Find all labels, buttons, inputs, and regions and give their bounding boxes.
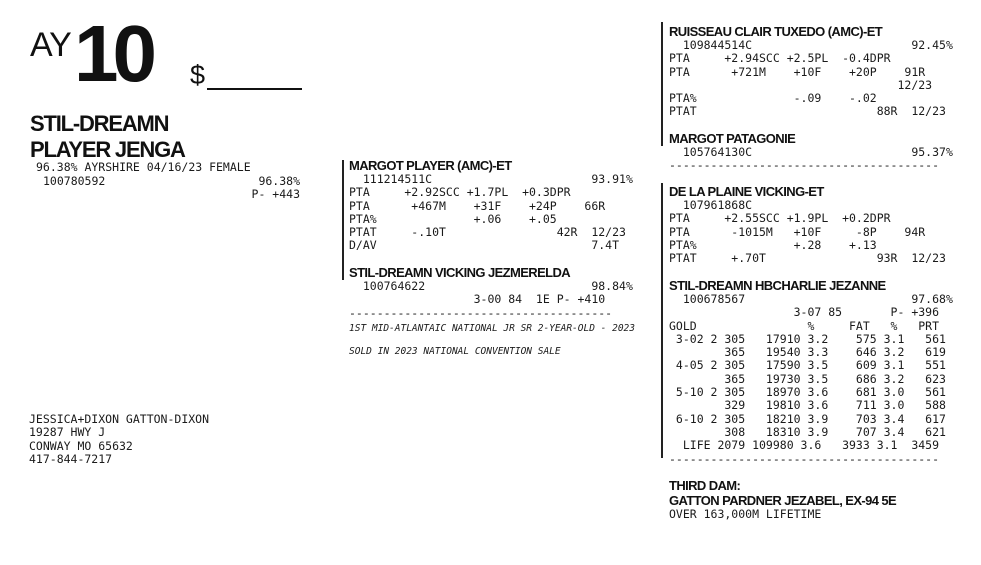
- sire-dam-rule: ---------------------------------------: [669, 158, 940, 173]
- production-header: GOLD % FAT % PRT: [669, 318, 940, 333]
- dam-sire-line: PTAT +.70T 93R 12/23: [669, 251, 946, 266]
- animal-info: 96.38% AYRSHIRE 04/16/23 FEMALE: [36, 160, 251, 174]
- sire-sire-line: 12/23: [669, 77, 933, 92]
- sire-line: PTA% +.06 +.05: [349, 211, 557, 226]
- sire-sire-name: RUISSEAU CLAIR TUXEDO (AMC)-ET: [669, 24, 883, 39]
- dam-sire-line: PTA +2.55SCC +1.9PL +0.2DPR: [669, 211, 891, 226]
- sire-dam-name: MARGOT PATAGONIE: [669, 131, 796, 146]
- production-row: 365 19540 3.3 646 3.2 619: [669, 345, 946, 360]
- animal-pct: 96.38%: [258, 174, 300, 188]
- production-row: 5-10 2 305 18970 3.6 681 3.0 561: [669, 385, 946, 400]
- animal-name: [30, 111, 185, 163]
- third-dam-note: OVER 163,000M LIFETIME: [669, 507, 822, 521]
- dam-dam-line: 100678567 97.68%: [669, 292, 953, 306]
- production-row: 6-10 2 305 18210 3.9 703 3.4 617: [669, 411, 946, 426]
- third-dam-label: THIRD DAM:: [669, 478, 741, 493]
- sire-dam-block: [669, 131, 953, 173]
- pedigree-bracket-top: [661, 22, 663, 146]
- sire-dam-line: 105764130C 95.37%: [669, 145, 953, 159]
- sire-sire-line: PTA% -.09 -.02: [669, 91, 877, 106]
- production-row: 308 18310 3.9 707 3.4 621: [669, 424, 946, 439]
- sire-sire-block: [669, 24, 953, 119]
- lot-prefix: AY: [30, 26, 71, 64]
- dam-dam-block: [669, 278, 953, 466]
- dam-sire-line: 107961868C: [669, 198, 753, 212]
- dam-dam-line: 3-07 85 P- +396: [669, 305, 940, 320]
- animal-name-line2: PLAYER JENGA: [30, 137, 185, 162]
- lot-number: 10: [74, 9, 151, 98]
- sire-line: D/AV 7.4T: [349, 238, 620, 253]
- animal-reg: 100780592: [43, 174, 106, 188]
- sire-name: MARGOT PLAYER (AMC)-ET: [349, 158, 512, 173]
- dam-sire-line: PTA -1015M +10F -8P 94R: [669, 224, 926, 239]
- sire-sire-line: 109844514C 92.45%: [669, 38, 953, 52]
- dam-sire-name: DE LA PLAINE VICKING-ET: [669, 184, 824, 199]
- dam-rule: --------------------------------------: [349, 305, 613, 320]
- sire-line: 111214511C 93.91%: [349, 172, 633, 186]
- sire-line: PTA +2.92SCC +1.7PL +0.3DPR: [349, 185, 571, 200]
- price-currency: $: [190, 60, 206, 90]
- dam-dam-rule: ---------------------------------------: [669, 451, 940, 466]
- dam-sire-block: [669, 184, 949, 265]
- production-row: 365 19730 3.5 686 3.2 623: [669, 371, 946, 386]
- sire-sire-line: PTA +721M +10F +20P 91R: [669, 64, 926, 79]
- price-blank-line: [207, 88, 302, 90]
- sire-sire-line: PTAT 88R 12/23: [669, 104, 946, 119]
- sire-line: PTA +467M +31F +24P 66R: [349, 198, 606, 213]
- consignor-street: 19287 HWY J: [29, 425, 106, 440]
- consignor-city: CONWAY MO 65632: [29, 438, 133, 453]
- sire-line: PTAT -.10T 42R 12/23: [349, 225, 626, 240]
- dam-line: 3-00 84 1E P- +410: [349, 292, 606, 307]
- dam-sire-line: PTA% +.28 +.13: [669, 237, 877, 252]
- dam-block: [349, 265, 659, 358]
- pedigree-bracket-middle: [342, 160, 344, 280]
- dam-note-award: 1ST MID-ATLANTAIC NATIONAL JR SR 2-YEAR-OLD - 2023: [349, 322, 635, 334]
- dam-name: STIL-DREAMN VICKING JEZMERELDA: [349, 265, 571, 280]
- sire-sire-line: PTA +2.94SCC +2.5PL -0.4DPR: [669, 51, 891, 66]
- pedigree-bracket-bottom: [661, 183, 663, 458]
- consignor-phone: 417-844-7217: [29, 451, 113, 466]
- third-dam-name: GATTON PARDNER JEZABEL, EX-94 5E: [669, 493, 897, 508]
- production-lifetime-row: LIFE 2079 109980 3.6 3933 3.1 3459: [669, 438, 940, 453]
- production-row: 3-02 2 305 17910 3.2 575 3.1 561: [669, 331, 946, 346]
- dam-note-sale: SOLD IN 2023 NATIONAL CONVENTION SALE: [349, 346, 561, 358]
- sire-block: [349, 158, 649, 253]
- production-row: 329 19810 3.6 711 3.0 588: [669, 398, 946, 413]
- animal-name-line1: STIL-DREAMN: [30, 111, 169, 136]
- third-dam-block: [669, 478, 959, 521]
- consignor-block: [29, 413, 209, 466]
- animal-ptype: P- +443: [251, 187, 300, 201]
- production-row: 4-05 2 305 17590 3.5 609 3.1 551: [669, 358, 946, 373]
- consignor-name: JESSICA+DIXON GATTON-DIXON: [29, 412, 210, 426]
- dam-dam-name: STIL-DREAMN HBCHARLIE JEZANNE: [669, 278, 886, 293]
- dam-line: 100764622 98.84%: [349, 279, 633, 293]
